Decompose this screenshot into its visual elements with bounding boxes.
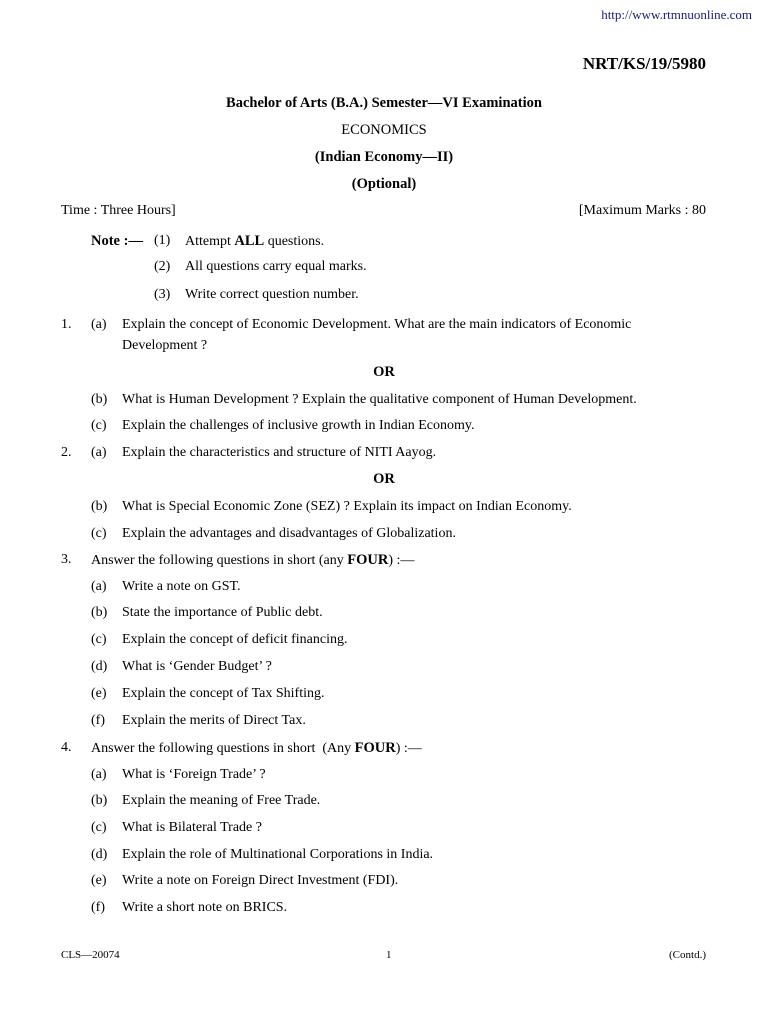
note-item: Write correct question number. [185, 287, 359, 302]
note-label: Note :— [91, 233, 143, 249]
paper-code: NRT/KS/19/5980 [582, 54, 706, 73]
subquestion-label: (c) [91, 418, 107, 433]
note-emphasis: ALL [234, 233, 265, 249]
note-item [185, 232, 324, 251]
intro-text: ) :— [388, 553, 415, 568]
question-text: Development ? [122, 338, 208, 353]
continued-label: (Contd.) [669, 949, 706, 961]
subquestion-label: (a) [91, 579, 107, 594]
question-text: What is ‘Gender Budget’ ? [122, 659, 272, 674]
note-number: (1) [154, 233, 171, 248]
intro-text: Answer the following questions in short (Any [91, 741, 355, 756]
page-number: 1 [386, 949, 392, 961]
footer-code: CLS—20074 [61, 949, 120, 961]
intro-emphasis: FOUR [347, 552, 389, 568]
subquestion-label: (c) [91, 820, 107, 835]
subquestion-label: (f) [91, 900, 105, 915]
question-text: Explain the advantages and disadvantages of Globalization. [122, 526, 456, 541]
time-allowed: Time : Three Hours] [61, 203, 176, 218]
question-text: Write a short note on BRICS. [122, 900, 288, 915]
question-number: 4. [61, 740, 72, 755]
question-number: 1. [61, 317, 72, 332]
subquestion-label: (c) [91, 632, 107, 647]
or-separator: OR [373, 471, 395, 487]
paper-type: (Optional) [351, 176, 417, 192]
subquestion-label: (b) [91, 605, 108, 620]
question-text: Write a note on Foreign Direct Investment (FDI). [122, 873, 399, 888]
subquestion-label: (e) [91, 686, 107, 701]
paper-title: (Indian Economy—II) [314, 149, 454, 165]
subquestion-label: (d) [91, 659, 108, 674]
question-text: Explain the challenges of inclusive growth in Indian Economy. [122, 418, 475, 433]
question-text: Explain the meaning of Free Trade. [122, 793, 321, 808]
source-link[interactable]: http://www.rtmnuonline.com [601, 7, 752, 22]
question-text: Explain the role of Multinational Corporations in India. [122, 847, 434, 862]
note-text: Attempt [185, 234, 235, 249]
question-text: Explain the concept of Economic Development. What are the main indicators of Economic [122, 317, 632, 332]
question-text: What is Bilateral Trade ? [122, 820, 262, 835]
intro-text: Answer the following questions in short (any [91, 553, 348, 568]
question-text: What is Human Development ? Explain the qualitative component of Human Development. [122, 392, 637, 407]
question-number: 2. [61, 445, 72, 460]
note-number: (3) [154, 287, 171, 302]
subquestion-label: (b) [91, 392, 108, 407]
subquestion-label: (a) [91, 317, 107, 332]
subquestion-label: (e) [91, 873, 107, 888]
subquestion-label: (b) [91, 499, 108, 514]
question-intro [91, 739, 422, 758]
exam-title: Bachelor of Arts (B.A.) Semester—VI Examination [226, 95, 542, 111]
question-text: Explain the concept of deficit financing. [122, 632, 348, 647]
question-text: Write a note on GST. [122, 579, 241, 594]
or-separator: OR [373, 364, 395, 380]
question-text: Explain the concept of Tax Shifting. [122, 686, 325, 701]
subquestion-label: (b) [91, 793, 108, 808]
note-text: questions. [264, 234, 325, 249]
question-text: State the importance of Public debt. [122, 605, 323, 620]
intro-emphasis: FOUR [354, 740, 396, 756]
intro-text: ) :— [395, 741, 422, 756]
note-number: (2) [154, 259, 171, 274]
subquestion-label: (c) [91, 526, 107, 541]
subquestion-label: (f) [91, 713, 105, 728]
question-number: 3. [61, 552, 72, 567]
question-text: Explain the characteristics and structure of NITI Aayog. [122, 445, 437, 460]
note-item: All questions carry equal marks. [185, 259, 367, 274]
subject-title: ECONOMICS [341, 122, 427, 138]
question-text: Explain the merits of Direct Tax. [122, 713, 306, 728]
maximum-marks: [Maximum Marks : 80 [578, 203, 706, 218]
question-text: What is Special Economic Zone (SEZ) ? Explain its impact on Indian Economy. [122, 499, 572, 514]
question-intro [91, 551, 414, 570]
subquestion-label: (a) [91, 767, 107, 782]
subquestion-label: (a) [91, 445, 107, 460]
subquestion-label: (d) [91, 847, 108, 862]
question-text: What is ‘Foreign Trade’ ? [122, 767, 266, 782]
